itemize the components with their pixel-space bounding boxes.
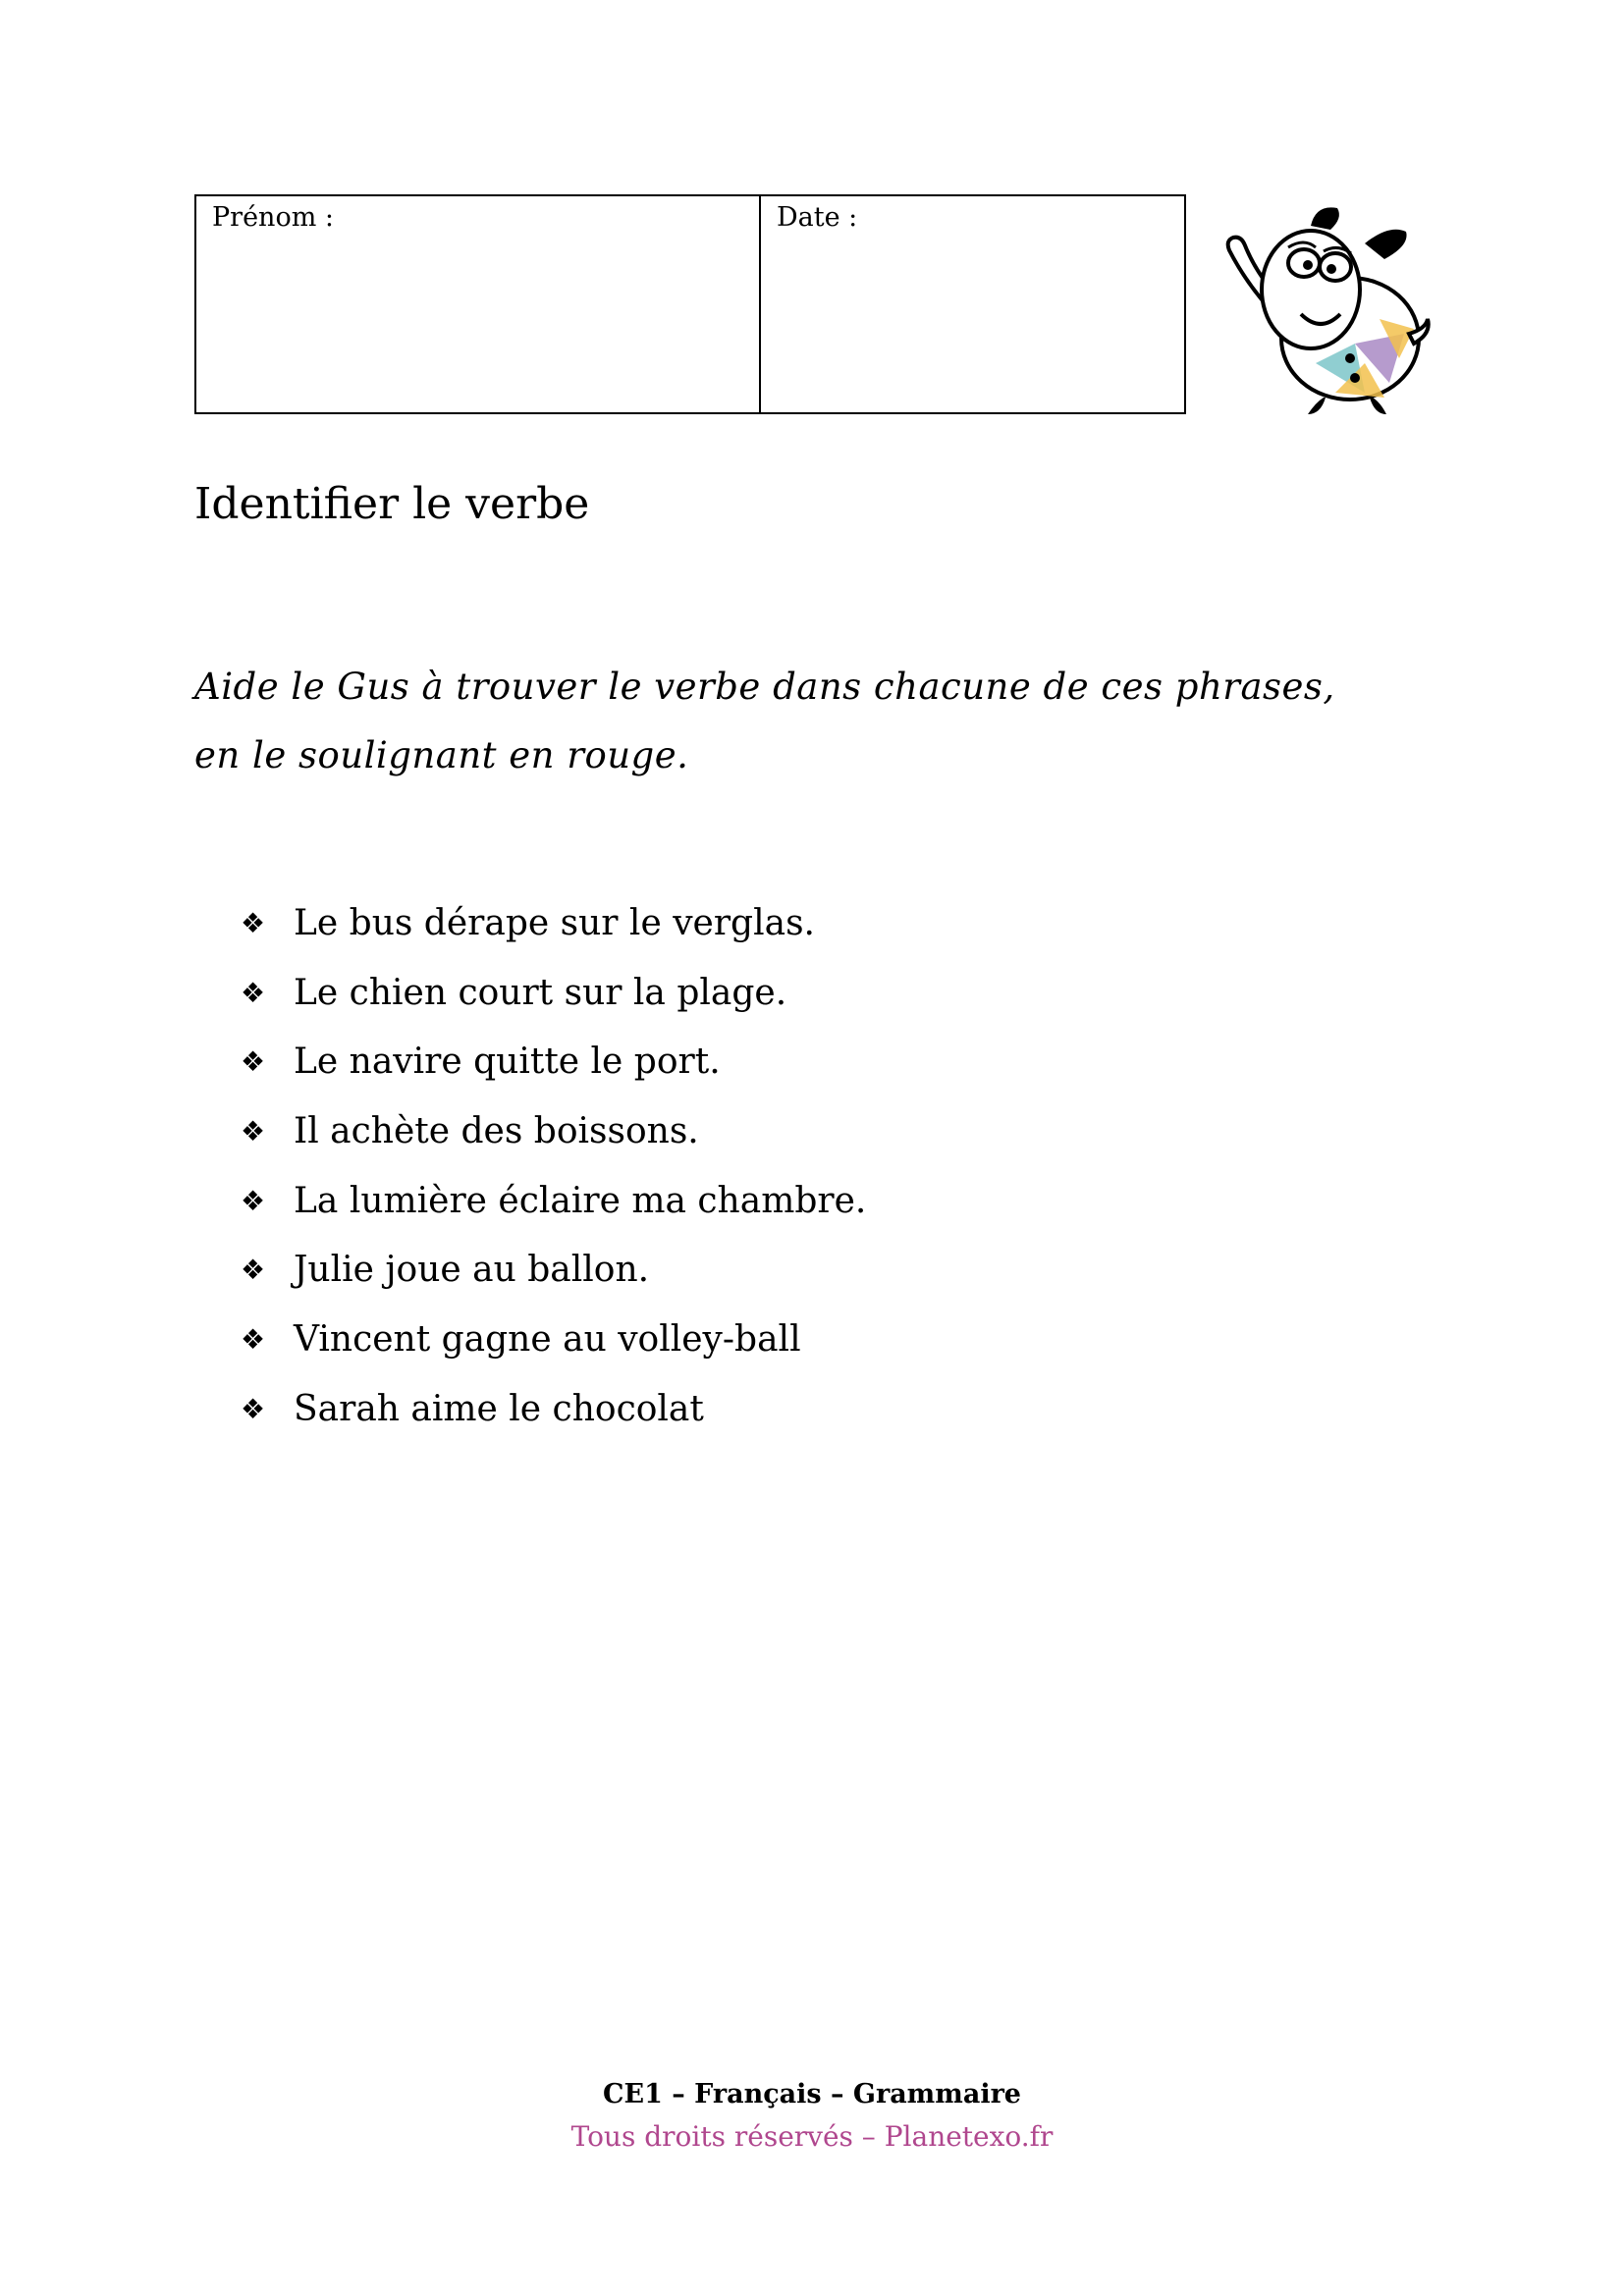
sentence-text[interactable]: Il achète des boissons. [294,1110,699,1151]
prenom-cell[interactable] [196,196,761,412]
sentence-item [241,1096,866,1166]
sentence-item [241,1166,866,1236]
student-info-table [194,194,1186,414]
prenom-label: Prénom : [212,202,334,233]
sentence-item [241,1027,866,1096]
footer-course: CE1 – Français – Grammaire [603,2079,1021,2109]
sentence-text[interactable]: Vincent gagne au volley-ball [294,1318,801,1360]
instructions-line-2: en le soulignant en rouge. [194,734,689,776]
date-cell[interactable] [761,196,1184,412]
diamond-bullet-icon: ❖ [241,976,266,1009]
sentence-text[interactable]: Le navire quitte le port. [294,1041,721,1083]
diamond-bullet-icon: ❖ [241,906,266,939]
diamond-bullet-icon: ❖ [241,1114,266,1148]
diamond-bullet-icon: ❖ [241,1322,266,1356]
date-label: Date : [777,202,858,233]
sentence-item [241,1305,866,1374]
diamond-bullet-icon: ❖ [241,1045,266,1079]
sentence-item [241,958,866,1028]
diamond-bullet-icon: ❖ [241,1254,266,1287]
sentence-text[interactable]: Le bus dérape sur le verglas. [294,902,815,943]
page-title: Identifier le verbe [194,479,590,529]
sentence-item [241,1235,866,1305]
instructions [194,653,1471,790]
footer-copyright-link[interactable]: Tous droits réservés – Planetexo.fr [570,2120,1054,2153]
diamond-bullet-icon: ❖ [241,1392,266,1425]
diamond-bullet-icon: ❖ [241,1184,266,1217]
instructions-line-1: Aide le Gus à trouver le verbe dans chacune de ces phrases, [194,666,1335,708]
sentence-text[interactable]: Le chien court sur la plage. [294,972,787,1013]
sentence-text[interactable]: Sarah aime le chocolat [294,1388,704,1429]
sentence-item [241,1374,866,1444]
sentence-text[interactable]: La lumière éclaire ma chambre. [294,1180,867,1221]
sentence-list [241,888,866,1444]
sentence-item [241,888,866,958]
sentence-text[interactable]: Julie joue au ballon. [294,1250,650,1291]
gus-mascot-icon [1218,196,1434,417]
